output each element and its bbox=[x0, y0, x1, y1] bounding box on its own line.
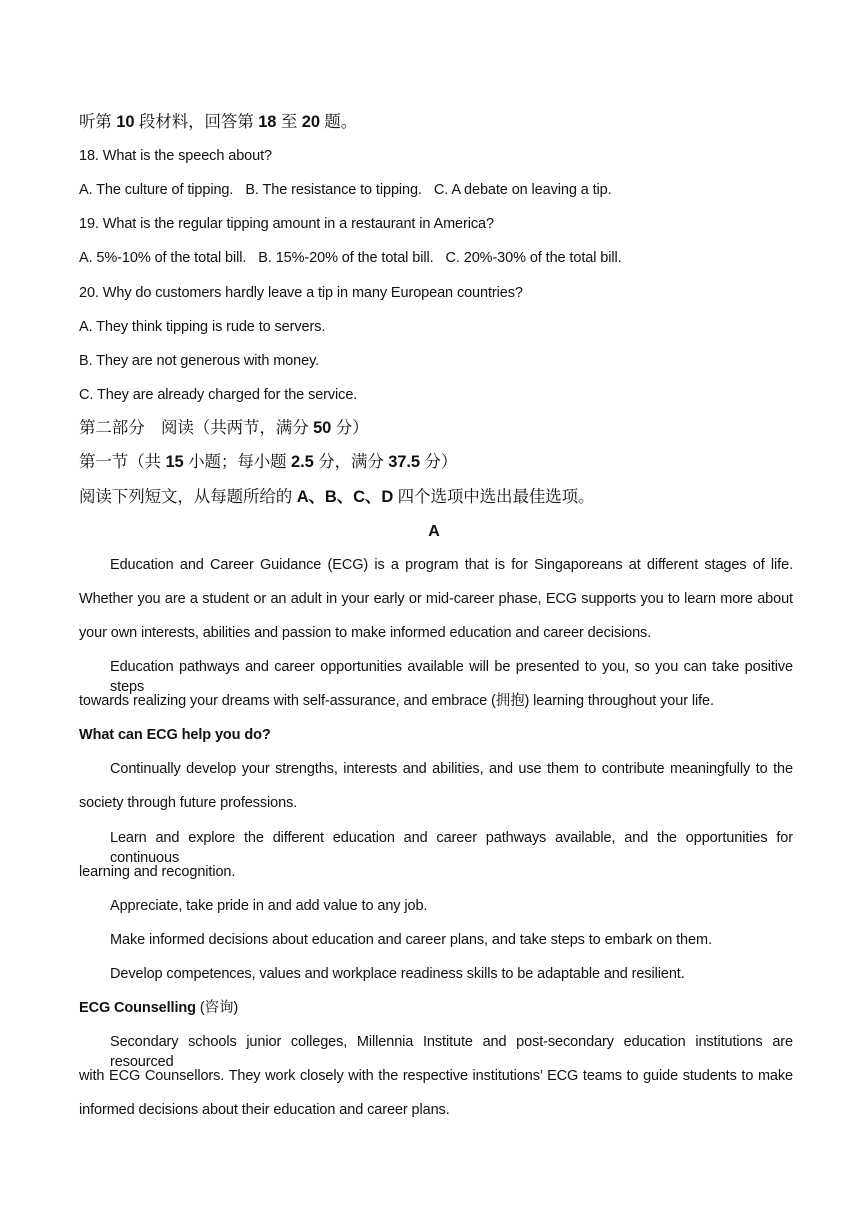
question-20-stem: 20. Why do customers hardly leave a tip in many European countries? bbox=[79, 285, 523, 301]
heading-text: 分，满分 bbox=[313, 453, 389, 471]
option-b: B. 15%-20% of the total bill. bbox=[258, 250, 434, 266]
option-c: C. 20%-30% of the total bill. bbox=[445, 250, 622, 266]
paragraph-line: your own interests, abilities and passion to make informed education and career decisions. bbox=[79, 625, 652, 641]
paragraph-line: Continually develop your strengths, interests and abilities, and use them to contribute meaningfully to the bbox=[110, 761, 793, 777]
section-heading: What can ECG help you do? bbox=[79, 727, 271, 743]
heading-bold-text: ECG Counselling bbox=[79, 1000, 196, 1016]
section1-heading bbox=[79, 452, 793, 472]
paragraph-line: Make informed decisions about education and career plans, and take steps to embark on them. bbox=[110, 932, 712, 948]
heading-number: 2.5 bbox=[291, 453, 314, 471]
paragraph-line: informed decisions about their education and career plans. bbox=[79, 1102, 450, 1118]
heading-number: 50 bbox=[313, 419, 332, 437]
instruction-text: 四个选项中选出最佳选项。 bbox=[393, 488, 595, 506]
paragraph-line: Develop competences, values and workplace readiness skills to be adaptable and resilient. bbox=[110, 966, 685, 982]
listening-instruction bbox=[79, 112, 793, 132]
paragraph-line: learning and recognition. bbox=[79, 864, 236, 880]
part2-heading bbox=[79, 418, 793, 438]
instruction-number: 10 bbox=[116, 113, 135, 131]
instruction-options: A、B、C、D bbox=[296, 488, 394, 506]
option-c: C. They are already charged for the service. bbox=[79, 387, 358, 403]
heading-text: 小题；每小题 bbox=[183, 453, 292, 471]
heading-number: 37.5 bbox=[388, 453, 420, 471]
option-a: A. The culture of tipping. bbox=[79, 182, 234, 198]
instruction-number: 20 bbox=[301, 113, 320, 131]
question-18-stem: 18. What is the speech about? bbox=[79, 148, 272, 164]
heading-text: 分） bbox=[419, 453, 458, 471]
option-b: B. They are not generous with money. bbox=[79, 353, 320, 369]
paragraph-line: Learn and explore the different education and career pathways available, and the opportunities for continuous bbox=[110, 830, 793, 866]
question-19-options bbox=[79, 248, 793, 268]
question-19-stem: 19. What is the regular tipping amount in a restaurant in America? bbox=[79, 216, 494, 232]
paragraph-line: Education and Career Guidance (ECG) is a program that is for Singaporeans at different stages of life. bbox=[110, 557, 793, 573]
heading-text: 第二部分 阅读（共两节，满分 bbox=[79, 419, 314, 437]
heading-number: 15 bbox=[165, 453, 184, 471]
instruction-text: 题。 bbox=[319, 113, 358, 131]
paragraph-line: with ECG Counsellors. They work closely with the respective institutions’ ECG teams to guide students to make bbox=[79, 1068, 793, 1084]
paragraph-line: Education pathways and career opportunities available will be presented to you, so you can take positive steps bbox=[110, 659, 793, 695]
instruction-text: 听第 bbox=[79, 113, 117, 131]
reading-instruction bbox=[79, 487, 793, 507]
question-18-options bbox=[79, 180, 793, 200]
paragraph-line: Secondary schools junior colleges, Millennia Institute and post-secondary education institutions are resourced bbox=[110, 1034, 793, 1070]
heading-text: 分） bbox=[331, 419, 369, 437]
option-b: B. The resistance to tipping. bbox=[245, 182, 422, 198]
instruction-text: 阅读下列短文，从每题所给的 bbox=[79, 488, 297, 506]
paragraph-line: society through future professions. bbox=[79, 795, 298, 811]
paragraph-line: towards realizing your dreams with self-assurance, and embrace (拥抱) learning throughout your life. bbox=[79, 693, 714, 709]
instruction-text: 至 bbox=[276, 113, 302, 131]
option-a: A. They think tipping is rude to servers. bbox=[79, 319, 326, 335]
section-heading bbox=[79, 998, 793, 1018]
paragraph-line: Appreciate, take pride in and add value to any job. bbox=[110, 898, 428, 914]
option-c: C. A debate on leaving a tip. bbox=[433, 182, 612, 198]
option-a: A. 5%-10% of the total bill. bbox=[79, 250, 247, 266]
heading-text: 第一节（共 bbox=[79, 453, 166, 471]
paragraph-line: Whether you are a student or an adult in your early or mid-career phase, ECG supports you to learn more about bbox=[79, 591, 793, 607]
heading-gloss: (咨询) bbox=[195, 1000, 239, 1016]
passage-label: A bbox=[428, 523, 440, 540]
instruction-number: 18 bbox=[258, 113, 277, 131]
instruction-text: 段材料，回答第 bbox=[134, 113, 259, 131]
